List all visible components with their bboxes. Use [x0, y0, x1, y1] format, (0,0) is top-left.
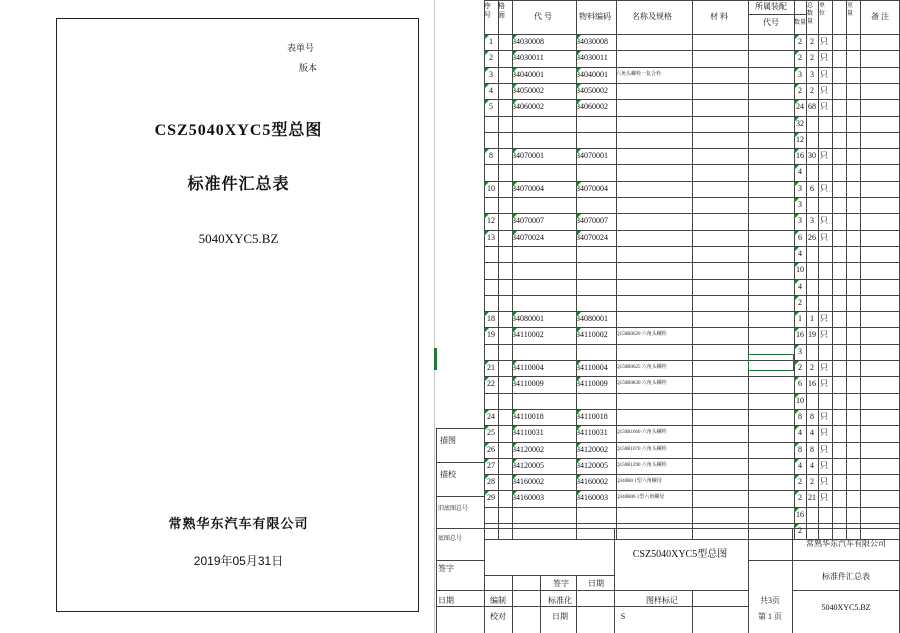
cell-marker	[794, 263, 799, 268]
cell-code: 34070024	[512, 232, 544, 242]
cell-unit: 只	[820, 183, 828, 193]
cell-mat: 34070001	[576, 151, 608, 161]
cell-code: 34070007	[512, 216, 544, 226]
cell-marker	[794, 198, 799, 203]
main-title: CSZ5040XYC5型总图	[154, 122, 323, 139]
cell-total: 3	[810, 216, 814, 226]
cell-total: 3	[810, 69, 814, 79]
cell-mat: 34110018	[576, 411, 608, 421]
grid-line	[436, 606, 748, 607]
cell-marker	[484, 361, 489, 366]
header-material: 材 料	[710, 12, 728, 21]
cell-qty: 8	[798, 444, 802, 454]
cell-mat: 34120002	[576, 444, 608, 454]
cell-marker	[484, 182, 489, 187]
cell-marker	[484, 149, 489, 154]
header-remark: 备 注	[871, 12, 889, 21]
grid-line	[748, 0, 749, 539]
grid-line	[436, 428, 484, 429]
cell-code: 34060002	[512, 102, 544, 112]
cell-total: 6	[810, 183, 814, 193]
grid-line	[792, 560, 900, 561]
cell-mat: 34110031	[576, 428, 608, 438]
cell-qty: 16	[796, 151, 804, 161]
tb-standard: 标准化	[548, 596, 572, 605]
side-label-old-base: 旧底图总号	[438, 506, 469, 512]
cell-marker	[794, 312, 799, 317]
cell-marker	[484, 51, 489, 56]
side-label-sign: 签字	[438, 564, 454, 573]
cell-marker	[576, 51, 581, 56]
cell-total: 16	[808, 379, 816, 389]
cell-total: 8	[810, 444, 814, 454]
cell-seq: 13	[487, 232, 495, 242]
grid-line	[692, 0, 693, 539]
cell-qty: 3	[798, 183, 802, 193]
cell-marker	[794, 165, 799, 170]
cell-unit: 只	[820, 428, 828, 438]
cell-marker	[576, 475, 581, 480]
cell-unit: 只	[820, 232, 828, 242]
cell-unit: 只	[820, 460, 828, 470]
cell-seq: 22	[487, 379, 495, 389]
cell-name: Q150B1290 六角头螺栓	[616, 462, 667, 468]
cell-marker	[576, 182, 581, 187]
cell-marker	[576, 68, 581, 73]
cell-marker	[484, 328, 489, 333]
cell-name: Q150B1070 六角头螺栓	[616, 446, 667, 452]
cell-marker	[576, 214, 581, 219]
cell-marker	[794, 100, 799, 105]
cell-marker	[512, 491, 517, 496]
sub-title: 标准件汇总表	[187, 176, 290, 193]
cell-marker	[484, 100, 489, 105]
tb-company: 常熟华东汽车有限公司	[806, 539, 886, 548]
cell-total: 19	[808, 330, 816, 340]
cell-marker	[794, 51, 799, 56]
cell-total: 4	[810, 428, 814, 438]
tb-code: 5040XYC5.BZ	[821, 603, 871, 612]
cell-qty: 2	[798, 297, 802, 307]
header-weight: 重量	[847, 3, 854, 17]
cell-marker	[794, 35, 799, 40]
header-total: 总数量	[807, 3, 814, 25]
cell-marker	[512, 328, 517, 333]
cell-qty: 3	[798, 69, 802, 79]
grid-line	[498, 0, 499, 539]
cell-name: Q150B0830 六角头螺栓	[616, 381, 667, 387]
cell-marker	[794, 296, 799, 301]
cell-marker	[794, 410, 799, 415]
tb-sign: 签字	[553, 579, 569, 588]
cell-qty: 32	[796, 118, 804, 128]
cell-total: 2	[810, 53, 814, 63]
company-name: 常熟华东汽车有限公司	[168, 516, 309, 531]
cell-name: Q150B1660 六角头螺栓	[616, 430, 667, 436]
selected-cell[interactable]	[748, 354, 794, 371]
cell-qty: 2	[798, 363, 802, 372]
cell-marker	[576, 100, 581, 105]
cell-marker	[512, 410, 517, 415]
cell-unit: 只	[820, 85, 828, 95]
cell-marker	[512, 51, 517, 56]
header-bel-code: 代号	[763, 18, 779, 27]
cell-mat: 34080001	[576, 314, 608, 324]
side-label-base: 底图总号	[438, 536, 463, 542]
header-version: 格面	[498, 2, 505, 19]
cell-marker	[794, 133, 799, 138]
header-material-code: 物料编码	[579, 12, 611, 21]
cell-code: 34110031	[512, 428, 544, 438]
cell-marker	[576, 443, 581, 448]
cell-marker	[576, 410, 581, 415]
cell-unit: 只	[820, 53, 828, 63]
cell-marker	[484, 231, 489, 236]
cell-marker	[794, 443, 799, 448]
cell-marker	[484, 426, 489, 431]
header-unit: 单位	[819, 3, 826, 17]
grid-line	[748, 14, 806, 15]
cell-code: 34050002	[512, 85, 544, 95]
cell-name: Q340B06 1型六角螺母	[616, 495, 665, 501]
cell-qty: 2	[798, 493, 802, 503]
cell-mat: 34030008	[576, 37, 608, 46]
tb-total-pages: 共3页	[760, 596, 780, 605]
cell-mat: 34110004	[576, 363, 608, 372]
cell-seq: 10	[487, 183, 495, 193]
cell-marker	[576, 491, 581, 496]
cell-marker	[794, 149, 799, 154]
cell-qty: 16	[796, 330, 804, 340]
cell-qty: 10	[796, 395, 804, 405]
cell-seq: 12	[487, 216, 495, 226]
side-label-trace: 描图	[440, 436, 456, 445]
cell-marker	[512, 312, 517, 317]
cell-seq: 28	[487, 477, 495, 487]
cell-unit: 只	[820, 37, 828, 46]
cell-code: 34120002	[512, 444, 544, 454]
cell-seq: 4	[489, 85, 493, 95]
cell-marker	[794, 361, 799, 366]
issue-date: 2019年05月31日	[193, 554, 284, 568]
cell-marker	[576, 35, 581, 40]
header-name-spec: 名称及规格	[632, 12, 672, 21]
grid-line	[832, 0, 833, 539]
cell-marker	[576, 459, 581, 464]
grid-line	[436, 560, 484, 561]
cell-total: 2	[810, 477, 814, 487]
header-belonging: 所属装配	[755, 2, 787, 11]
cell-total: 68	[808, 102, 816, 112]
cell-code: 34080001	[512, 314, 544, 324]
cell-marker	[512, 231, 517, 236]
grid-line	[692, 590, 693, 633]
grid-line	[436, 428, 437, 633]
side-label-date: 日期	[438, 596, 454, 605]
cell-marker	[576, 312, 581, 317]
cell-seq: 25	[487, 428, 495, 438]
cell-code: 34040001	[512, 69, 544, 79]
cell-marker	[794, 84, 799, 89]
cell-seq: 5	[489, 102, 493, 112]
cell-marker	[512, 475, 517, 480]
cell-qty: 3	[798, 346, 802, 356]
tb-check: 校对	[490, 612, 506, 621]
cell-unit: 只	[820, 216, 828, 226]
cell-total: 30	[808, 151, 816, 161]
cell-marker	[576, 426, 581, 431]
cell-qty: 6	[798, 232, 802, 242]
cell-mat: 34070024	[576, 232, 608, 242]
cell-mat: 34160003	[576, 493, 608, 503]
grid-line	[512, 575, 513, 633]
grid-line	[846, 0, 847, 539]
cell-marker	[576, 328, 581, 333]
cell-unit: 只	[820, 444, 828, 454]
cell-code: 34110018	[512, 411, 544, 421]
cell-marker	[512, 35, 517, 40]
cell-marker	[794, 394, 799, 399]
cell-mat: 34160002	[576, 477, 608, 487]
cell-qty: 4	[798, 167, 802, 177]
cell-unit: 只	[820, 477, 828, 487]
grid-line	[484, 575, 614, 576]
cell-mat: 34120005	[576, 460, 608, 470]
tb-author: 编制	[490, 596, 506, 605]
cell-qty: 4	[798, 428, 802, 438]
tb-approve: 日期	[552, 612, 568, 621]
cell-marker	[794, 214, 799, 219]
header-code: 代 号	[534, 12, 552, 21]
grid-line	[860, 0, 861, 539]
cell-marker	[794, 459, 799, 464]
tb-subtitle: 标准件汇总表	[822, 572, 870, 581]
cell-marker	[512, 443, 517, 448]
cell-qty: 10	[796, 265, 804, 275]
cell-name: 六角头螺栓一复合栓	[616, 71, 662, 77]
grid-line	[436, 496, 484, 497]
tb-mark-s: S	[620, 612, 626, 621]
grid-line	[436, 528, 900, 529]
cell-marker	[484, 214, 489, 219]
version-label: 版本	[299, 63, 318, 73]
cell-name: Q150B0620 六角头螺栓	[616, 332, 667, 338]
cell-qty: 1	[798, 314, 802, 324]
cell-marker	[794, 280, 799, 285]
form-no-label: 表单号	[287, 43, 315, 53]
cell-seq: 26	[487, 444, 495, 454]
cell-name: Q340B0 1型六角螺母	[616, 479, 662, 485]
cell-seq: 18	[487, 314, 495, 324]
cell-marker	[794, 475, 799, 480]
cell-total: 2	[810, 37, 814, 46]
cell-qty: 2	[798, 477, 802, 487]
cell-code: 34030008	[512, 37, 544, 46]
cell-qty: 2	[798, 526, 802, 535]
header-seq: 序号	[484, 2, 491, 19]
cell-marker	[512, 84, 517, 89]
cell-marker	[484, 443, 489, 448]
cell-total: 26	[808, 232, 816, 242]
cell-code: 34160003	[512, 493, 544, 503]
cell-total: 1	[810, 314, 814, 324]
grid-line	[792, 590, 900, 591]
cell-unit: 只	[820, 363, 828, 372]
cell-total: 2	[810, 85, 814, 95]
cell-marker	[484, 491, 489, 496]
cell-mat: 34040001	[576, 69, 608, 79]
cell-code: 34110004	[512, 363, 544, 372]
cell-qty: 4	[798, 281, 802, 291]
cell-marker	[576, 84, 581, 89]
cell-qty: 4	[798, 460, 802, 470]
cell-total: 2	[810, 363, 814, 372]
cell-unit: 只	[820, 69, 828, 79]
header-bel-qty: 数量	[794, 20, 806, 26]
cell-total: 8	[810, 411, 814, 421]
grid-line	[436, 462, 484, 463]
cell-marker	[512, 377, 517, 382]
cell-qty: 6	[798, 379, 802, 389]
cell-marker	[794, 328, 799, 333]
cell-marker	[512, 68, 517, 73]
cell-code: 34160002	[512, 477, 544, 487]
drawing-code: 5040XYC5.BZ	[198, 231, 279, 246]
cell-seq: 3	[489, 69, 493, 79]
tb-page-no: 第 1 页	[758, 612, 782, 621]
cell-mat: 34030011	[576, 53, 608, 63]
cell-total: 4	[810, 460, 814, 470]
cell-qty: 2	[798, 53, 802, 63]
tb-drawing-mark: 图样标记	[646, 596, 678, 605]
side-label-proofread: 描校	[440, 470, 456, 479]
cell-marker	[484, 35, 489, 40]
cell-marker	[794, 508, 799, 513]
cell-code: 34120005	[512, 460, 544, 470]
tb-drawing-title: CSZ5040XYC5型总图	[632, 549, 728, 560]
standard-parts-sheet	[436, 0, 900, 633]
cell-unit: 只	[820, 411, 828, 421]
cell-seq: 1	[489, 37, 493, 46]
cell-code: 34030011	[512, 53, 544, 63]
cell-mat: 34070004	[576, 183, 608, 193]
cover-sheet	[0, 0, 435, 633]
cell-unit: 只	[820, 330, 828, 340]
cell-seq: 24	[487, 411, 495, 421]
cell-mat: 34110002	[576, 330, 608, 340]
cell-seq: 21	[487, 363, 495, 372]
cell-marker	[794, 345, 799, 350]
cell-name: Q150B0625 六角头螺栓	[616, 365, 667, 370]
cell-total: 21	[808, 493, 816, 503]
cell-marker	[576, 149, 581, 154]
cell-marker	[576, 231, 581, 236]
cell-qty: 4	[798, 248, 802, 258]
cell-code: 34070004	[512, 183, 544, 193]
cell-marker	[794, 491, 799, 496]
cell-seq: 27	[487, 460, 495, 470]
cell-mat: 34060002	[576, 102, 608, 112]
cell-qty: 16	[796, 509, 804, 519]
cell-marker	[512, 149, 517, 154]
cell-marker	[484, 312, 489, 317]
cell-marker	[794, 377, 799, 382]
cell-seq: 8	[489, 151, 493, 161]
cell-marker	[484, 475, 489, 480]
cell-marker	[484, 68, 489, 73]
cell-unit: 只	[820, 102, 828, 112]
cell-marker	[512, 459, 517, 464]
cell-unit: 只	[820, 493, 828, 503]
cell-unit: 只	[820, 151, 828, 161]
cell-unit: 只	[820, 314, 828, 324]
cell-marker	[512, 182, 517, 187]
cell-marker	[484, 84, 489, 89]
cell-unit: 只	[820, 379, 828, 389]
cell-marker	[512, 100, 517, 105]
cell-code: 34110009	[512, 379, 544, 389]
cell-qty: 2	[798, 85, 802, 95]
cell-qty: 3	[798, 200, 802, 209]
cell-marker	[794, 426, 799, 431]
cell-seq: 29	[487, 493, 495, 503]
cell-qty: 2	[798, 37, 802, 46]
cell-marker	[794, 247, 799, 252]
cell-seq: 19	[487, 330, 495, 340]
cell-marker	[576, 361, 581, 366]
cell-seq: 2	[489, 53, 493, 63]
cell-code: 34110002	[512, 330, 544, 340]
cell-marker	[794, 68, 799, 73]
cell-marker	[576, 377, 581, 382]
cell-qty: 24	[796, 102, 804, 112]
cell-marker	[794, 117, 799, 122]
tb-date: 日期	[588, 579, 604, 588]
cell-marker	[512, 214, 517, 219]
cover-frame	[56, 18, 419, 612]
cell-qty: 3	[798, 216, 802, 226]
cell-mat: 34050002	[576, 85, 608, 95]
cell-marker	[794, 182, 799, 187]
cell-marker	[512, 361, 517, 366]
cell-code: 34070001	[512, 151, 544, 161]
cell-mat: 34110009	[576, 379, 608, 389]
cell-marker	[794, 231, 799, 236]
cell-marker	[484, 459, 489, 464]
cell-qty: 12	[796, 134, 804, 144]
cell-qty: 8	[798, 411, 802, 421]
cell-marker	[484, 410, 489, 415]
cell-marker	[512, 426, 517, 431]
cell-marker	[484, 377, 489, 382]
cell-mat: 34070007	[576, 216, 608, 226]
cell-marker	[794, 524, 799, 529]
